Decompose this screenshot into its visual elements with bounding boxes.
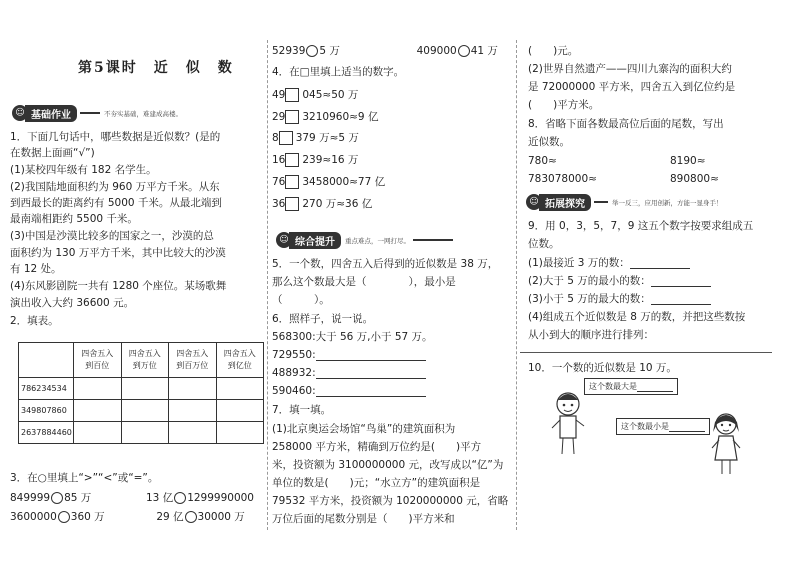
banner-label: 基础作业 (25, 105, 77, 122)
q5-line: 那么这个数最大是（ ），最小是 (272, 276, 456, 288)
q6-label: 488932: (272, 367, 316, 379)
speech-bubble (616, 418, 710, 435)
digit-box[interactable] (285, 88, 299, 102)
q7-cont-line: ( )平方米。 (528, 99, 600, 111)
banner-divider (413, 239, 453, 241)
q7-line: 79532 平方米，投资额为 1020000000 元，省略 (272, 495, 509, 507)
answer-line[interactable] (316, 386, 426, 397)
q6-label: 729550: (272, 349, 316, 361)
q1-line: (4)东风影剧院一共有 1280 个座位。某场歌舞 (10, 280, 227, 292)
answer-cell[interactable] (216, 422, 264, 444)
answer-cell[interactable] (121, 378, 169, 400)
q9-line: (4)组成五个近似数是 8 万的数，并把这些数按 (528, 311, 746, 323)
digit-suffix: 239≈16 万 (302, 154, 359, 166)
answer-cell[interactable] (74, 400, 122, 422)
digit-prefix: 16 (272, 154, 286, 166)
q6-label: 590460: (272, 385, 316, 397)
answer-cell[interactable] (169, 378, 217, 400)
q1-line: (1)某校四年级有 182 名学生。 (10, 164, 157, 176)
row-number: 786234534 (19, 378, 74, 400)
q7-line: 258000 平方米，精确到万位约是( )平方 (272, 441, 482, 453)
q7-cont-line: 是 72000000 平方米，四舍五入到亿位约是 (528, 81, 736, 93)
q5-line: （ ）。 (272, 294, 330, 306)
table-header: 四舍五入 到亿位 (216, 343, 264, 378)
compare-left: 409000 (416, 45, 457, 57)
q8-item: 780≈ (528, 155, 557, 167)
q7-cont-line: (2)世界自然遗产——四川九寨沟的面积大约 (528, 63, 732, 75)
rounding-table (18, 342, 264, 444)
q7-heading: 7．填一填。 (272, 404, 332, 416)
digit-prefix: 36 (272, 198, 286, 210)
table-row (19, 422, 264, 444)
q9-label: (2)大于 5 万的最小的数： (528, 275, 651, 287)
compare-right: 41 万 (470, 45, 498, 57)
q9-line: 9．用 0，3，5，7，9 这五个数字按要求组成五 (528, 220, 754, 232)
compare-row (272, 45, 498, 57)
column-right (520, 0, 782, 569)
answer-line[interactable] (316, 350, 426, 361)
digit-box[interactable] (285, 153, 299, 167)
q1-line: 面积约为 130 万平方千米，其中比较大的沙漠 (10, 247, 226, 259)
compare-left: 3600000 (10, 511, 57, 523)
digit-prefix: 76 (272, 176, 286, 188)
compare-row (10, 492, 254, 504)
compare-left: 13 亿 (145, 492, 174, 504)
mascot-icon: ☺ (12, 105, 28, 121)
compare-left: 52939 (272, 45, 306, 57)
compare-right: 360 万 (70, 511, 105, 523)
q9-item (528, 293, 711, 305)
q1-line: 在数据上面画“√”) (10, 147, 95, 159)
digit-suffix: 045≈50 万 (302, 89, 359, 101)
q6-item (272, 385, 426, 397)
answer-cell[interactable] (74, 378, 122, 400)
q5-line: 5．一个数，四舍五入后得到的近似数是 38 万， (272, 258, 499, 270)
compare-right: 1299990000 (187, 492, 254, 504)
answer-line[interactable] (637, 383, 673, 392)
digit-suffix: 270 万≈36 亿 (302, 198, 373, 210)
compare-circle[interactable] (458, 45, 470, 57)
digit-box[interactable] (285, 110, 299, 124)
q2-heading: 2．填表。 (10, 315, 59, 327)
banner-note: 举一反三，应用创新，方能一显身手！ (612, 198, 723, 207)
table-header: 四舍五入 到万位 (121, 343, 169, 378)
mascot-icon: ☺ (276, 232, 292, 248)
q6-item (272, 367, 426, 379)
answer-line[interactable] (316, 368, 426, 379)
answer-cell[interactable] (169, 422, 217, 444)
answer-line[interactable] (651, 276, 711, 287)
column-middle (272, 0, 512, 569)
fill-digit-row (272, 175, 385, 189)
banner-divider (594, 201, 608, 203)
q1-line: 1．下面几句话中，哪些数据是近似数？(是的 (10, 131, 221, 143)
q7-line: 米，投资额为 3100000000 元，改写成以“亿”为 (272, 459, 504, 471)
q9-label: (1)最接近 3 万的数： (528, 257, 630, 269)
q7-line: 万位后面的尾数分别是（ )平方米和 (272, 513, 455, 525)
q10-heading: 10．一个数的近似数是 10 万。 (528, 362, 677, 374)
banner-label: 综合提升 (289, 232, 341, 249)
banner-note: 不夯实基础，难建成高楼。 (104, 109, 182, 118)
q9-label: (3)小于 5 万的最大的数： (528, 293, 651, 305)
bubble-text: 这个数最大是 (589, 382, 637, 391)
fill-digit-row (272, 110, 378, 124)
answer-cell[interactable] (169, 400, 217, 422)
mascot-icon: ☺ (526, 194, 542, 210)
fill-digit-row (272, 197, 372, 211)
q8-item: 8190≈ (670, 155, 706, 167)
compare-circle[interactable] (51, 492, 63, 504)
row-number: 2637884460 (19, 422, 74, 444)
table-corner (19, 343, 74, 378)
digit-box[interactable] (279, 131, 293, 145)
answer-line[interactable] (669, 423, 705, 432)
column-left (10, 0, 265, 569)
table-row (19, 400, 264, 422)
answer-line[interactable] (630, 258, 690, 269)
fill-digit-row (272, 131, 359, 145)
row-number: 349807860 (19, 400, 74, 422)
answer-cell[interactable] (74, 422, 122, 444)
q8-line: 近似数。 (528, 136, 570, 148)
q9-line: 从小到大的顺序进行排列： (528, 329, 654, 341)
digit-suffix: 3458000≈77 亿 (302, 176, 386, 188)
page-title: 第5课时 近 似 数 (78, 60, 234, 76)
section-banner-extension (526, 194, 778, 210)
q7-line: 单位的数是( )元；“水立方”的建筑面积是 (272, 477, 481, 489)
q1-line: 最南端相距约 5500 千米。 (10, 213, 138, 225)
q6-example: 568300:大于 56 万,小于 57 万。 (272, 331, 433, 343)
q4-heading: 4．在□里填上适当的数字。 (272, 66, 405, 78)
compare-right: 85 万 (64, 492, 92, 504)
compare-left: 849999 (10, 492, 51, 504)
digit-suffix: 3210960≈9 亿 (302, 111, 379, 123)
girl-illustration (706, 410, 746, 478)
digit-suffix: 379 万≈5 万 (295, 132, 359, 144)
banner-label: 拓展探究 (539, 194, 591, 211)
answer-cell[interactable] (121, 400, 169, 422)
compare-right: 30000 万 (197, 511, 245, 523)
fill-digit-row (272, 153, 358, 167)
column-divider (516, 40, 517, 530)
q9-line: 位数。 (528, 238, 560, 250)
digit-box[interactable] (285, 197, 299, 211)
q8-line: 8．省略下面各数最高位后面的尾数，写出 (528, 118, 724, 130)
table-header: 四舍五入 到百位 (74, 343, 122, 378)
separator-line (520, 352, 772, 353)
q3-heading: 3．在○里填上“>”“<”或“=”。 (10, 472, 159, 484)
q1-line: 演出收入大约 36600 元。 (10, 297, 135, 309)
section-banner-basic (12, 105, 262, 121)
compare-circle[interactable] (185, 511, 197, 523)
q1-line: 有 12 处。 (10, 263, 62, 275)
digit-prefix: 8 (272, 132, 279, 144)
bubble-text: 这个数最小是 (621, 422, 669, 431)
q7-cont-line: ( )元。 (528, 45, 579, 57)
section-banner-synthesis (276, 232, 508, 248)
boy-illustration (548, 388, 588, 458)
answer-line[interactable] (651, 294, 711, 305)
compare-circle[interactable] (174, 492, 186, 504)
q6-item (272, 349, 426, 361)
compare-left: 29 亿 (156, 511, 184, 523)
speech-bubble (584, 378, 678, 395)
banner-divider (80, 112, 100, 114)
table-row (19, 378, 264, 400)
q8-item: 783078000≈ (528, 173, 597, 185)
table-header: 四舍五入 到百万位 (169, 343, 217, 378)
fill-digit-row (272, 88, 358, 102)
q9-item (528, 257, 690, 269)
q9-item (528, 275, 711, 287)
banner-note: 重点难点，一网打尽。 (345, 236, 410, 245)
q7-line: (1)北京奥运会场馆“鸟巢”的建筑面积为 (272, 423, 456, 435)
digit-box[interactable] (285, 175, 299, 189)
q1-line: (3)中国是沙漠比较多的国家之一，沙漠的总 (10, 230, 214, 242)
q8-item: 890800≈ (670, 173, 719, 185)
q1-line: (2)我国陆地面积约为 960 万平方千米。从东 (10, 181, 220, 193)
compare-right: 5 万 (319, 45, 340, 57)
answer-cell[interactable] (216, 400, 264, 422)
q1-line: 到西最长的距离约有 5000 千米。从最北端到 (10, 197, 222, 209)
compare-circle[interactable] (58, 511, 70, 523)
digit-prefix: 49 (272, 89, 286, 101)
answer-cell[interactable] (216, 378, 264, 400)
column-divider (267, 40, 268, 530)
compare-circle[interactable] (306, 45, 318, 57)
q6-heading: 6．照样子，说一说。 (272, 313, 374, 325)
compare-row (10, 511, 245, 523)
answer-cell[interactable] (121, 422, 169, 444)
digit-prefix: 29 (272, 111, 286, 123)
